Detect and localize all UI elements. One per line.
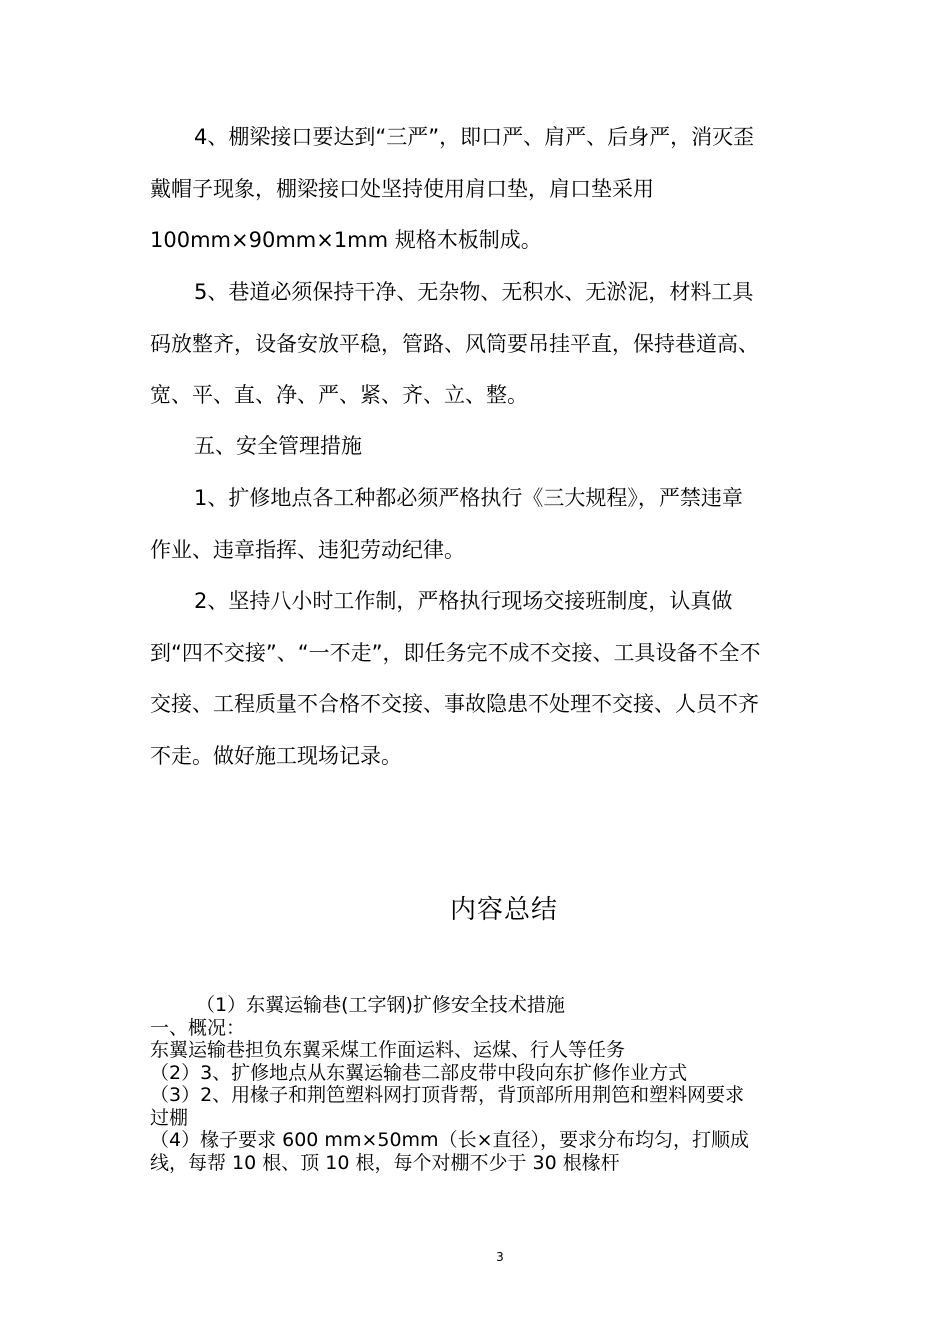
section-heading-text: 五、安全管理措施 bbox=[194, 434, 362, 458]
section-heading-safety-management bbox=[150, 421, 810, 473]
paragraph-line: 2、坚持八小时工作制，严格执行现场交接班制度，认真做 bbox=[194, 589, 733, 613]
paragraph-regulations bbox=[150, 473, 810, 576]
summary-line: 一、概况： bbox=[150, 1016, 246, 1039]
paragraph-line: 100mm×90mm×1mm 规格木板制成。 bbox=[150, 228, 542, 252]
paragraph-line: 码放整齐，设备安放平稳，管路、风筒要吊挂平直，保持巷道高、 bbox=[150, 331, 759, 356]
summary-title: 内容总结 bbox=[449, 895, 558, 925]
summary-line: （2）3、扩修地点从东翼运输巷二部皮带中段向东扩修作业方式 bbox=[150, 1061, 688, 1084]
paragraph-line: 4、棚梁接口要达到“三严”，即口严、肩严、后身严，消灭歪 bbox=[194, 125, 755, 149]
paragraph-line: 宽、平、直、净、严、紧、齐、立、整。 bbox=[150, 383, 528, 407]
summary-line: （3）2、用椽子和荆笆塑料网打顶背帮，背顶部所用荆笆和塑料网要求 bbox=[150, 1084, 745, 1106]
page-number: 3 bbox=[496, 1250, 504, 1264]
summary-line: （4）椽子要求 600 mm×50mm（长×直径），要求分布均匀，打顺成 bbox=[150, 1129, 749, 1151]
paragraph-line: 5、巷道必须保持干净、无杂物、无积水、无淤泥，材料工具 bbox=[194, 280, 754, 304]
paragraph-line: 戴帽子现象，棚梁接口处坚持使用肩口垫，肩口垫采用 bbox=[150, 176, 654, 201]
paragraph-roadway-clean bbox=[150, 267, 810, 422]
paragraph-line: 不走。做好施工现场记录。 bbox=[150, 743, 402, 768]
summary-line: 东翼运输巷担负东翼采煤工作面运料、运煤、行人等任务 bbox=[150, 1039, 626, 1061]
paragraph-line: 作业、违章指挥、违犯劳动纪律。 bbox=[150, 537, 465, 562]
paragraph-shift-handover bbox=[150, 576, 810, 782]
paragraph-line: 交接、工程质量不合格不交接、事故隐患不处理不交接、人员不齐 bbox=[150, 692, 759, 716]
summary-line: （1）东翼运输巷(工字钢)扩修安全技术措施 bbox=[196, 994, 565, 1016]
summary-line: 线，每帮 10 根、顶 10 根，每个对棚不少于 30 根椽杆 bbox=[150, 1151, 620, 1174]
paragraph-shed-beam-joint bbox=[150, 112, 810, 267]
paragraph-line: 到“四不交接”、“一不走”，即任务完不成不交接、工具设备不全不 bbox=[150, 640, 761, 665]
paragraph-line: 1、扩修地点各工种都必须严格执行《三大规程》，严禁违章 bbox=[194, 486, 743, 510]
summary-line: 过棚 bbox=[150, 1106, 189, 1129]
summary-block bbox=[150, 994, 810, 1174]
